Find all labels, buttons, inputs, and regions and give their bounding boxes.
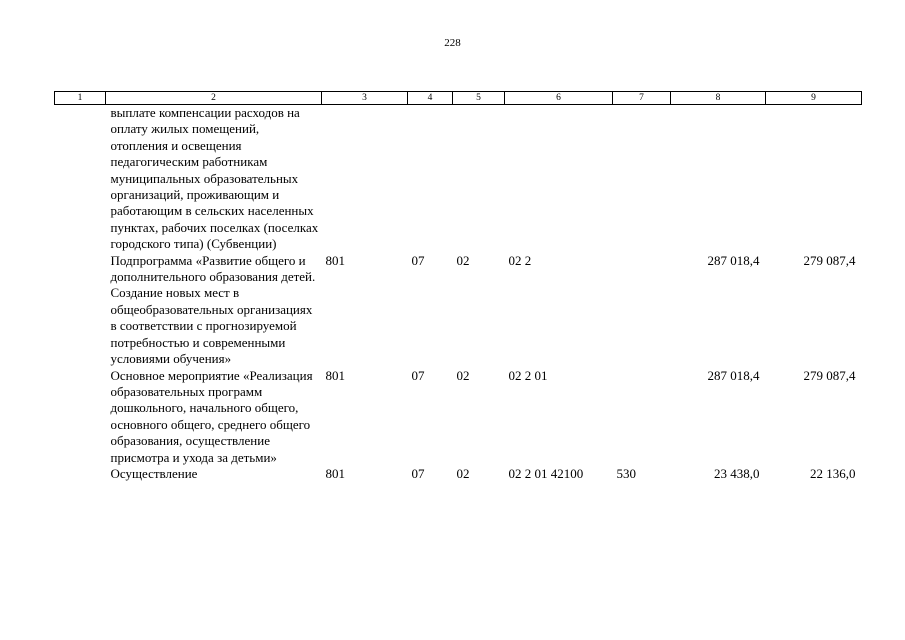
target-article-code: 02 2 01: [508, 367, 548, 383]
row-name: выплате компенсации расходов на оплату жилых помещений, отопления и освещения педагогическим работникам муниципальных образовательных организаций, проживающим и работающим в сельских населенных пунктах, рабочих поселках (поселках городского типа) (Субвенции): [110, 105, 319, 252]
column-header-2: 2: [106, 92, 322, 105]
row-name: Осуществление: [110, 465, 198, 481]
column-number-row: [55, 92, 862, 105]
column-header-8: 8: [671, 92, 766, 105]
table-row: [55, 105, 862, 253]
section-code: [408, 105, 453, 253]
amount-year-2: [766, 105, 862, 253]
column-header-9: 9: [766, 92, 862, 105]
budget-table: [54, 91, 862, 482]
page-number: 228: [444, 37, 461, 49]
amount-year-2: 22 136,0: [810, 465, 856, 481]
row-index-cell: [55, 253, 106, 368]
amount-year-1: [671, 105, 766, 253]
amount-year-1: 23 438,0: [714, 465, 760, 481]
ministry-code: 801: [325, 465, 345, 481]
row-name: Основное мероприятие «Реализация образовательных программ дошкольного, начального общего, основного общего, среднего общего образования, осуществление присмотра и ухода за детьми»: [110, 367, 313, 465]
expense-type-code: [613, 253, 671, 368]
table-row: [55, 466, 862, 482]
amount-year-2: 279 087,4: [803, 367, 856, 383]
column-header-4: 4: [408, 92, 453, 105]
column-header-5: 5: [453, 92, 505, 105]
amount-year-1: 287 018,4: [707, 367, 760, 383]
expense-type-code: 530: [616, 465, 636, 481]
table-row: [55, 368, 862, 466]
amount-year-2: 279 087,4: [803, 252, 856, 268]
target-article-code: 02 2: [508, 252, 532, 268]
column-header-3: 3: [322, 92, 408, 105]
ministry-code: 801: [325, 252, 345, 268]
expense-type-code: [613, 368, 671, 466]
subsection-code: 02: [456, 367, 470, 383]
column-header-6: 6: [505, 92, 613, 105]
subsection-code: 02: [456, 465, 470, 481]
row-name: Подпрограмма «Развитие общего и дополнительного образования детей. Создание новых мест в общеобразовательных организациях в соответствии с прогнозируемой потребностью и современными условиями обучения»: [110, 252, 316, 367]
subsection-code: 02: [456, 252, 470, 268]
ministry-code: 801: [325, 367, 345, 383]
column-header-7: 7: [613, 92, 671, 105]
section-code: 07: [411, 252, 425, 268]
row-index-cell: [55, 368, 106, 466]
section-code: 07: [411, 367, 425, 383]
row-index-cell: [55, 105, 106, 253]
column-header-1: 1: [55, 92, 106, 105]
amount-year-1: 287 018,4: [707, 252, 760, 268]
table-row: [55, 253, 862, 368]
target-article-code: 02 2 01 42100: [508, 465, 584, 481]
ministry-code: [322, 105, 408, 253]
section-code: 07: [411, 465, 425, 481]
row-index-cell: [55, 466, 106, 482]
subsection-code: [453, 105, 505, 253]
target-article-code: [505, 105, 613, 253]
expense-type-code: [613, 105, 671, 253]
